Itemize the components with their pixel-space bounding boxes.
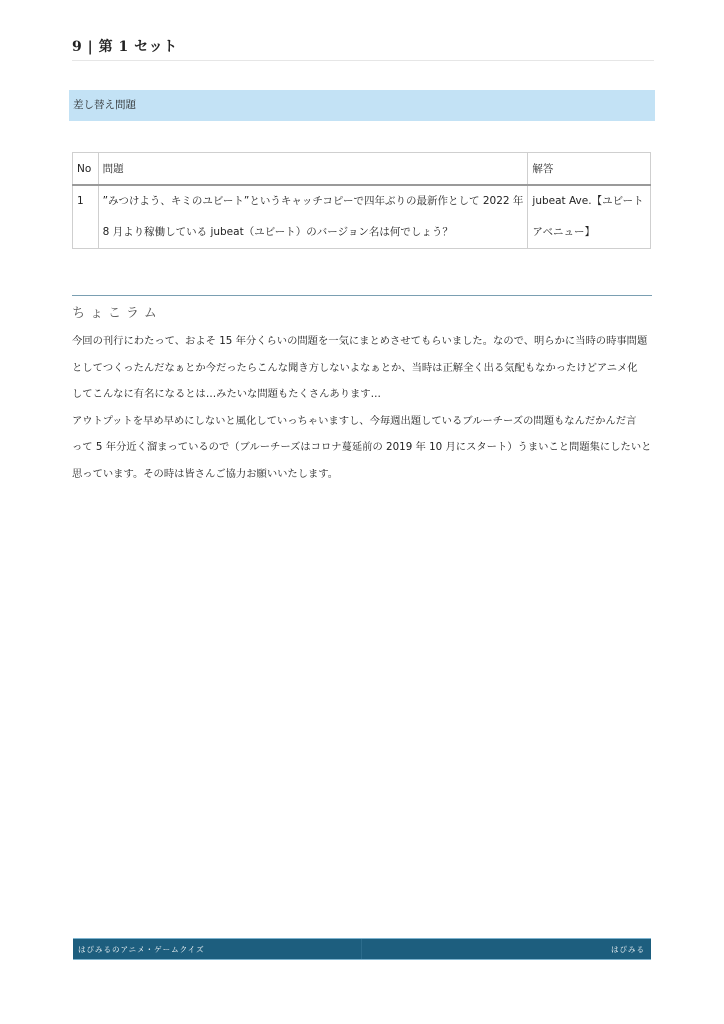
section-heading-bar: [69, 90, 655, 121]
column-body: [72, 328, 652, 487]
question-line: 8 月より稼働している jubeat（ユビート）のバージョン名は何でしょう？: [102, 226, 453, 238]
column-line: してこんなに有名になるとは…みたいな問題もたくさんあります…: [72, 388, 381, 400]
question-line: ”みつけよう、キミのユビート”というキャッチコピーで四年ぶりの最新作として 2022 年: [102, 195, 524, 207]
answer-line: jubeat Ave.【ユビート: [532, 195, 644, 207]
column-title: ちょこラム: [72, 306, 162, 321]
column-header-question: 問題: [98, 153, 528, 186]
column-line: 思っています。その時は皆さんご協力お願いいたします。: [72, 467, 339, 480]
answer-cell: [528, 185, 651, 249]
column-section: [72, 295, 652, 487]
column-line: アウトプットを早め早めにしないと風化していっちゃいますし、今毎週出題しているブルーチーズの問題もなんだかんだ言: [72, 414, 637, 427]
column-line: 今回の刊行にわたって、およそ 15 年分くらいの問題を一気にまとめさせてもらいました。なので、明らかに当時の時事問題: [72, 335, 648, 347]
answer-line: アベニュー】: [532, 226, 595, 238]
footer-book-title: はぴみるのアニメ・ゲームクイズ: [78, 945, 205, 954]
section-title: 差し替え問題: [73, 99, 136, 111]
row-number: 1: [73, 185, 99, 249]
page-header: [72, 36, 654, 61]
column-header-no: No: [73, 153, 99, 186]
column-line: って 5 年分近く溜まっているので（ブルーチーズはコロナ蔓延前の 2019 年 10 月にスタート）うまいこと問題集にしたいと: [72, 441, 652, 453]
column-line: としてつくったんだなぁとか今だったらこんな聞き方しないよなぁとか、当時は正解全く出る気配もなかったけどアニメ化: [72, 361, 638, 374]
table-header-row: [73, 153, 651, 186]
question-cell: [98, 185, 528, 249]
column-header-answer: 解答: [528, 153, 651, 186]
page-title: 9 | 第 1 セット: [72, 39, 178, 55]
page-footer: [73, 938, 651, 960]
table-row: [73, 185, 651, 249]
footer-author: はぴみる: [611, 945, 645, 954]
footer-divider: [361, 939, 362, 959]
question-table: [72, 152, 651, 249]
